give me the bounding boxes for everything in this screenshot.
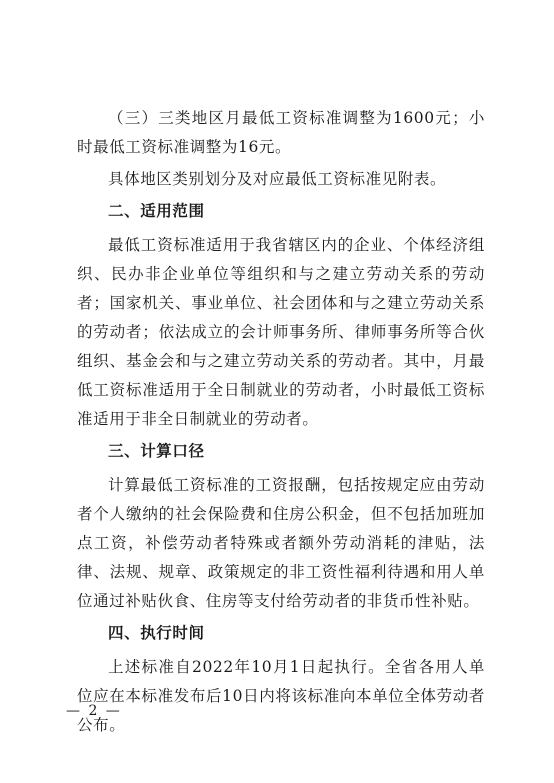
section-heading-scope: 二、适用范围	[108, 202, 205, 220]
section-heading-effective-date: 四、执行时间	[108, 624, 205, 642]
paragraph-appendix-note: 具体地区类别划分及对应最低工资标准见附表。	[108, 170, 447, 188]
paragraph-tier3-wage: （三）三类地区月最低工资标准调整为1600元；小时最低工资标准调整为16元。	[77, 109, 485, 156]
paragraph-effective-date: 上述标准自2022年10月1日起执行。全省各用人单位应在本标准发布后10日内将该标准向本单位全体劳动者公布。	[77, 658, 485, 734]
paragraph-scope: 最低工资标准适用于我省辖区内的企业、个体经济组织、民办非企业单位等组织和与之建立劳动关系的劳动者；国家机关、事业单位、社会团体和与之建立劳动关系的劳动者；依法成立的会计师事务所、律师事务所等合伙组织、基金会和与之建立劳动关系的劳动者。其中，月最低工资标准适用于全日制就业的劳动者，小时最低工资标准适用于非全日制就业的劳动者。	[77, 236, 485, 428]
paragraph-calculation: 计算最低工资标准的工资报酬，包括按规定应由劳动者个人缴纳的社会保险费和住房公积金，但不包括加班加点工资，补偿劳动者特殊或者额外劳动消耗的津贴，法律、法规、规章、政策规定的非工资性福利待遇和用人单位通过补贴伙食、住房等支付给劳动者的非货币性补贴。	[77, 476, 485, 610]
page-number: — 2 —	[66, 703, 122, 719]
document-body	[77, 104, 485, 743]
section-heading-calculation: 三、计算口径	[108, 442, 205, 460]
